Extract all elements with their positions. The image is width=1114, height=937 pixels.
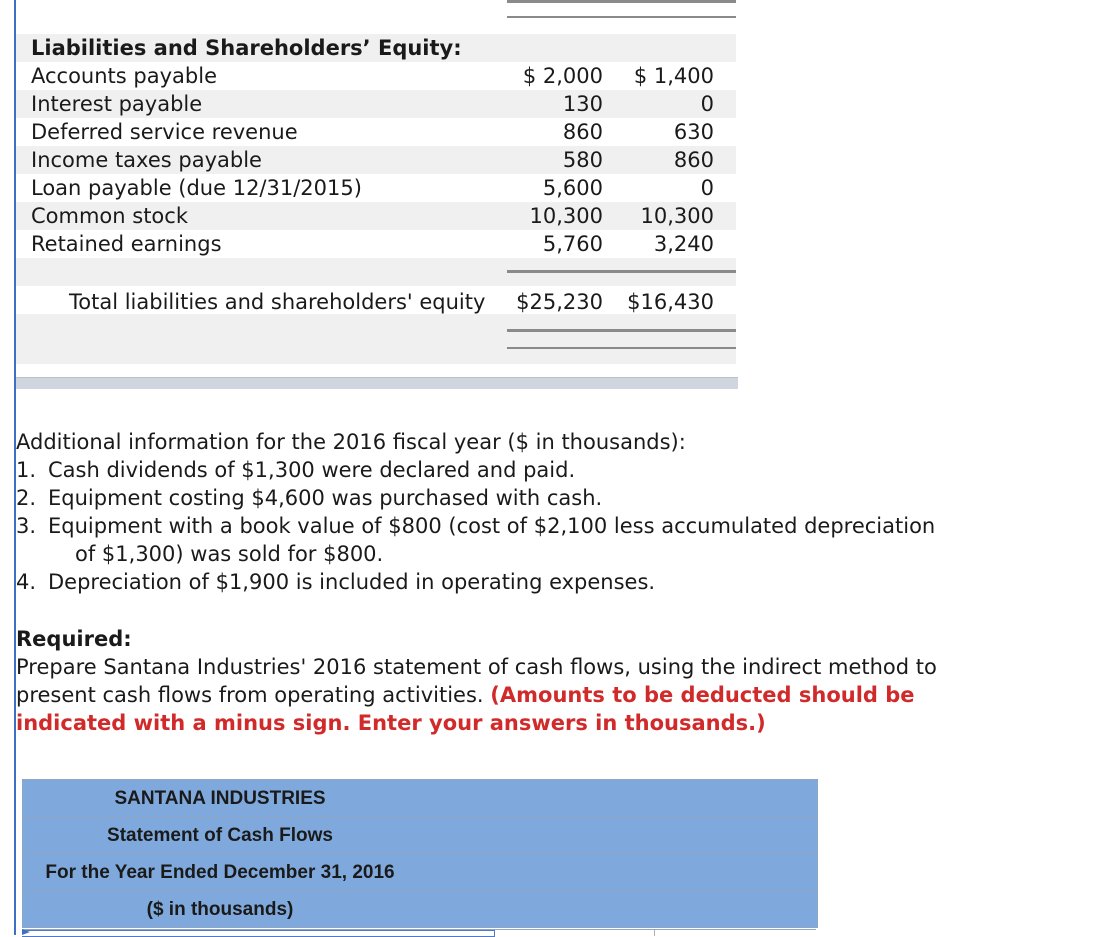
total-double-rule — [507, 329, 736, 332]
statement-header — [22, 779, 818, 928]
list-number: 1. — [16, 458, 37, 482]
row-label: Deferred service revenue — [31, 120, 298, 144]
statement-title-text: Statement of Cash Flows — [107, 825, 333, 846]
company-name — [23, 780, 817, 817]
total-double-rule — [507, 347, 736, 349]
value-2015: 0 — [700, 176, 714, 200]
top-rule — [507, 0, 736, 3]
required-text — [16, 681, 915, 709]
total-2016: $25,230 — [516, 290, 603, 314]
row-label: Loan payable (due 12/31/2015) — [31, 176, 362, 200]
value-2016: 130 — [562, 92, 603, 116]
statement-title — [23, 817, 817, 854]
list-item: Cash dividends of $1,300 were declared and paid. — [48, 458, 576, 482]
column-divider — [654, 930, 655, 936]
section-heading: Liabilities and Shareholders’ Equity: — [31, 36, 462, 60]
total-2015: $16,430 — [627, 290, 714, 314]
value-2015: 0 — [700, 92, 714, 116]
list-number: 3. — [16, 514, 37, 538]
value-2015: 3,240 — [653, 232, 714, 256]
statement-units — [23, 891, 817, 928]
value-2016: 860 — [562, 120, 603, 144]
row-label: Interest payable — [31, 92, 203, 116]
list-item: Depreciation of $1,900 is included in operating expenses. — [48, 570, 656, 594]
value-2016: 580 — [562, 148, 603, 172]
additional-intro: Additional information for the 2016 fiscal year ($ in thousands): — [16, 430, 686, 454]
list-number: 4. — [16, 570, 37, 594]
statement-units-text: ($ in thousands) — [146, 899, 294, 920]
answer-cell[interactable] — [22, 930, 495, 937]
value-2015: 630 — [673, 120, 714, 144]
required-instruction: (Amounts to be deducted should be — [490, 683, 915, 707]
row-pointer-icon — [22, 929, 30, 935]
list-item-continued: of $1,300) was sold for $800. — [75, 542, 384, 566]
subtotal-rule — [507, 270, 736, 273]
table-bottom-bar — [16, 377, 738, 389]
row-label: Accounts payable — [31, 64, 217, 88]
list-item: Equipment costing $4,600 was purchased with cash. — [48, 486, 603, 510]
row-label: Income taxes payable — [31, 148, 262, 172]
value-2016: 5,600 — [542, 176, 603, 200]
value-2015: 10,300 — [640, 204, 714, 228]
row-label: Retained earnings — [31, 232, 222, 256]
top-rule — [507, 16, 736, 18]
list-number: 2. — [16, 486, 37, 510]
required-text-plain: present cash flows from operating activities. — [16, 683, 484, 707]
required-text: Prepare Santana Industries' 2016 statement of cash flows, using the indirect method to — [16, 655, 937, 679]
value-2016: 5,760 — [542, 232, 603, 256]
value-2015: 860 — [673, 148, 714, 172]
value-2015: $ 1,400 — [633, 64, 714, 88]
required-instruction: indicated with a minus sign. Enter your answers in thousands.) — [16, 711, 766, 735]
row-label: Common stock — [31, 204, 188, 228]
row-background — [16, 314, 736, 364]
company-name-text: SANTANA INDUSTRIES — [114, 788, 326, 809]
value-2016: 10,300 — [529, 204, 603, 228]
list-item: Equipment with a book value of $800 (cost of $2,100 less accumulated depreciation — [48, 514, 936, 538]
value-2016: $ 2,000 — [522, 64, 603, 88]
statement-period-text: For the Year Ended December 31, 2016 — [45, 862, 395, 883]
statement-period — [23, 854, 817, 891]
total-label: Total liabilities and shareholders' equity — [69, 290, 486, 314]
required-heading: Required: — [16, 627, 132, 651]
